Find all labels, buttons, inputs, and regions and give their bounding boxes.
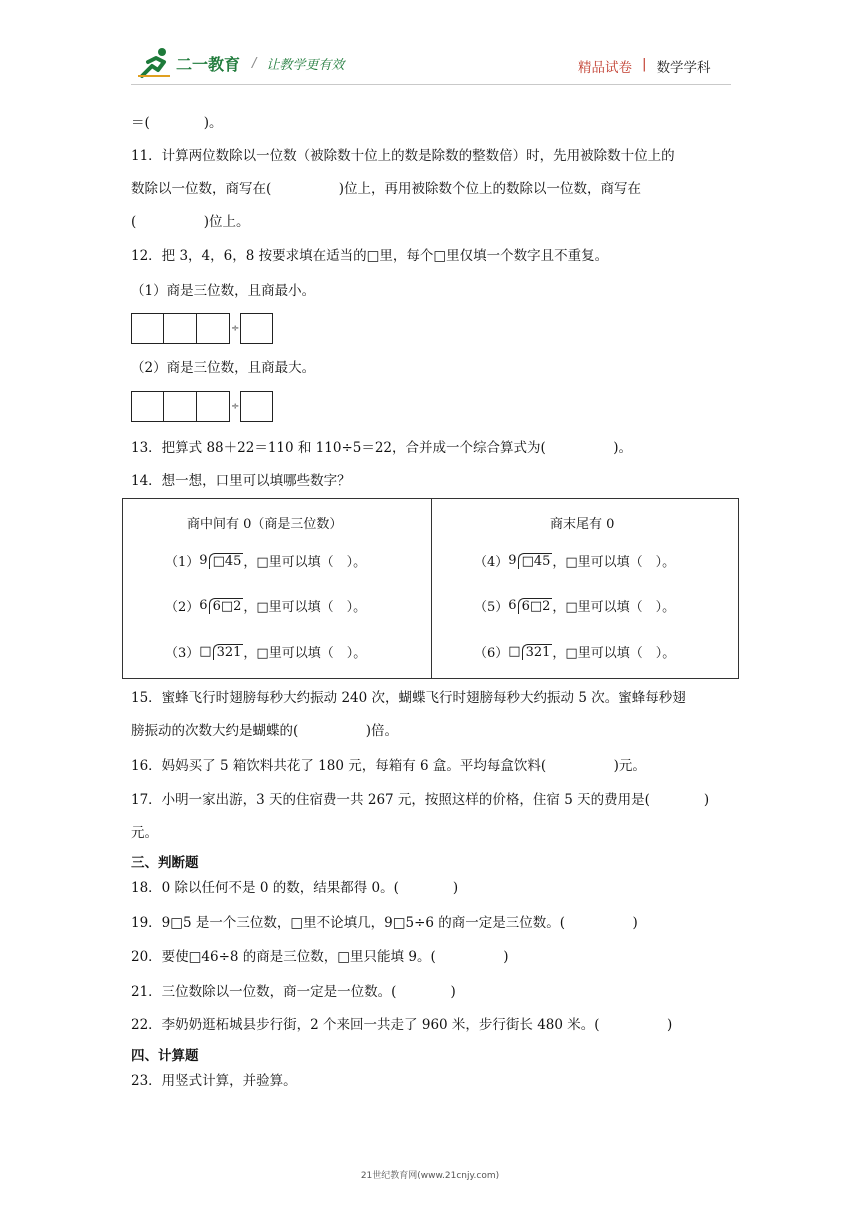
digit-box[interactable]	[164, 391, 197, 422]
divisor: 9	[199, 553, 208, 568]
row-number: （1）	[165, 555, 200, 570]
question-23: 23．用竖式计算，并验算。	[131, 1073, 297, 1089]
question-11-line-2: 数除以一位数，商写在( )位上，再用被除数个位上的数除以一位数，商写在	[131, 181, 642, 197]
question-11-line-1: 11．计算两位数除以一位数（被除数十位上的数是除数的整数倍）时，先用被除数十位上的	[131, 148, 675, 164]
long-division-dividend: 6□2	[518, 598, 553, 614]
divisor: 9	[508, 553, 517, 568]
row-tail: ，□里可以填（ ）。	[552, 600, 676, 615]
header-subject: 数学学科	[656, 60, 711, 76]
long-division-dividend: 6□2	[209, 598, 244, 614]
row-number: （6）	[474, 646, 509, 661]
table-row	[165, 551, 366, 570]
question-16: 16．妈妈买了 5 箱饮料共花了 180 元，每箱有 6 盒。平均每盒饮料( )元。	[131, 758, 646, 774]
question-14: 14．想一想，口里可以填哪些数字？	[131, 473, 351, 489]
table-row	[474, 551, 675, 570]
header-slogan: 让教学更有效	[266, 57, 345, 73]
divisor: □	[508, 644, 521, 659]
digit-box[interactable]	[197, 391, 230, 422]
question-19: 19．9□5 是一个三位数，□里不论填几，9□5÷6 的商一定是三位数。( )	[131, 915, 638, 931]
digit-box[interactable]	[131, 313, 164, 344]
row-number: （3）	[165, 646, 200, 661]
question-14-table	[122, 498, 739, 679]
digit-box[interactable]	[197, 313, 230, 344]
long-division-dividend: 321	[522, 644, 553, 660]
row-tail: ，□里可以填（ ）。	[552, 646, 676, 661]
question-18: 18．0 除以任何不是 0 的数，结果都得 0。( )	[131, 880, 459, 896]
header-rule	[131, 84, 731, 85]
row-tail: ，□里可以填（ ）。	[243, 555, 367, 570]
table-divider	[431, 499, 432, 678]
running-man-icon	[136, 46, 174, 80]
section-3-title: 三、判断题	[131, 855, 199, 871]
division-sign: ÷	[231, 323, 240, 334]
row-number: （5）	[474, 600, 509, 615]
digit-boxes-2	[131, 391, 273, 422]
question-13: 13．把算式 88＋22＝110 和 110÷5＝22，合并成一个综合算式为( )。	[131, 440, 633, 456]
table-row	[165, 596, 366, 615]
header-divider: |	[642, 56, 647, 72]
table-row	[474, 596, 675, 615]
divisor: 6	[508, 598, 517, 613]
question-15-line-2: 膀振动的次数大约是蝴蝶的( )倍。	[131, 723, 399, 739]
line-answer-tail: ＝( )。	[131, 115, 223, 131]
question-12-part-2: （2）商是三位数，且商最大。	[131, 360, 316, 376]
question-22: 22．李奶奶逛柘城县步行街，2 个来回一共走了 960 米，步行街长 480 米。( )	[131, 1017, 673, 1033]
row-number: （2）	[165, 600, 200, 615]
long-division-dividend: 321	[213, 644, 244, 660]
question-21: 21．三位数除以一位数，商一定是一位数。( )	[131, 984, 456, 1000]
question-20: 20．要使□46÷8 的商是三位数，□里只能填 9。( )	[131, 949, 509, 965]
long-division-dividend: □45	[518, 553, 553, 569]
logo-text: 二一教育	[176, 54, 241, 74]
division-sign: ÷	[231, 401, 240, 412]
digit-box[interactable]	[164, 313, 197, 344]
question-12: 12．把 3，4，6，8 按要求填在适当的□里，每个□里仅填一个数字且不重复。	[131, 248, 609, 264]
question-12-part-1: （1）商是三位数，且商最小。	[131, 283, 316, 299]
row-tail: ，□里可以填（ ）。	[243, 600, 367, 615]
digit-box[interactable]	[240, 391, 273, 422]
header-right	[578, 56, 711, 76]
header-badge: 精品试卷	[578, 60, 632, 76]
digit-box[interactable]	[131, 391, 164, 422]
question-15-line-1: 15．蜜蜂飞行时翅膀每秒大约振动 240 次，蝴蝶飞行时翅膀每秒大约振动 5 次。蜜蜂每秒翅	[131, 690, 686, 706]
row-tail: ，□里可以填（ ）。	[243, 646, 367, 661]
table-row	[474, 642, 675, 661]
question-17-line-1: 17．小明一家出游，3 天的住宿费一共 267 元，按照这样的价格，住宿 5 天的费用是( )	[131, 792, 710, 808]
divisor: □	[199, 644, 212, 659]
question-11-line-3: ( )位上。	[131, 214, 250, 230]
row-tail: ，□里可以填（ ）。	[552, 555, 676, 570]
divisor: 6	[199, 598, 208, 613]
header-separator: /	[252, 55, 257, 71]
question-17-line-2: 元。	[131, 825, 158, 841]
table-left-title: 商中间有 0（商是三位数）	[187, 517, 343, 532]
digit-boxes-1	[131, 313, 273, 344]
page-footer: 21世纪教育网(www.21cnjy.com)	[360, 1171, 500, 1181]
header-logo	[136, 46, 344, 80]
table-row	[165, 642, 366, 661]
section-4-title: 四、计算题	[131, 1048, 199, 1064]
digit-box[interactable]	[240, 313, 273, 344]
row-number: （4）	[474, 555, 509, 570]
long-division-dividend: □45	[209, 553, 244, 569]
table-right-title: 商末尾有 0	[550, 517, 615, 532]
